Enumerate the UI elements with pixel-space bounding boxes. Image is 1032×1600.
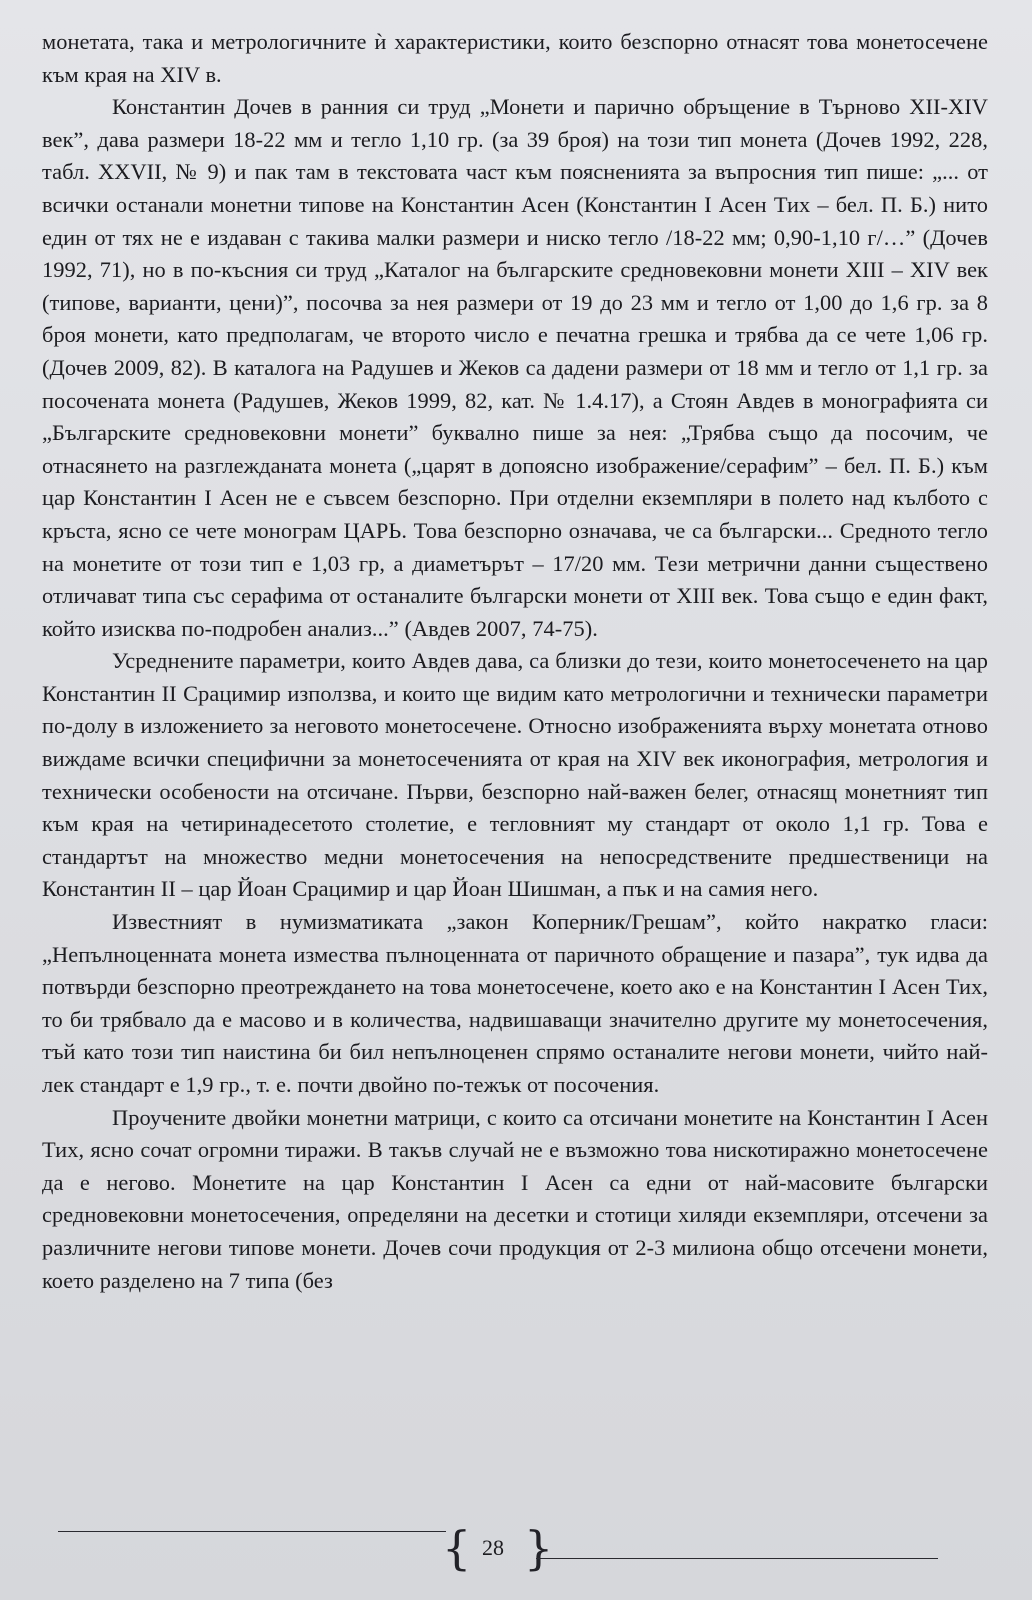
page-footer [58, 1521, 940, 1575]
paragraph: Проучените двойки монетни матрици, с които са отсичани монетите на Константин I Асен Тих, ясно сочат огромни тиражи. В такъв случай не е възможно това нискотиражно монетосечене да е негово. Монетите на цар Константин I Асен са едни от най-масовите български средновековни монетосечения, определяни на десетки и стотици хиляди екземпляри, отсечени за различните негови типове монети. Дочев сочи продукция от 2-3 милиона общо отсечени монети, което разделено на 7 типа (без [42, 1104, 988, 1293]
right-brace-ornament: } [524, 1521, 554, 1575]
paragraph: монетата, така и метрологичните ѝ характеристики, които безспорно отнасят това монетосечене към края на XIV в. [42, 29, 988, 87]
body-text [42, 26, 988, 1297]
footer-rule-right [536, 1558, 938, 1559]
paragraph: Усреднените параметри, които Авдев дава, са близки до тези, които монетосеченето на цар Константин II Срацимир използва, и които ще видим като метрологични и технически параметри по-долу в изложението за неговото монетосечене. Относно изображенията върху монетата отново виждаме всички специфични за монетосеченията от края на XIV век иконография, метрология и технически особености на отсичане. Първи, безспорно най-важен белег, отнасящ монетният тип към края на четиринадесетото столетие, е тегловният му стандарт от около 1,1 гр. Това е стандартът на множество медни монетосечения на непосредствените предшественици на Константин II – цар Йоан Срацимир и цар Йоан Шишман, а пък и на самия него. [42, 648, 988, 902]
footer-rule-left [58, 1531, 446, 1532]
paragraph: Константин Дочев в ранния си труд „Монети и парично обръщение в Търново XII-XIV век”, дава размери 18-22 мм и тегло 1,10 гр. (за 39 броя) на този тип монета (Дочев 1992, 228, табл. XXVII, № 9) и пак там в текстовата част към поясненията за въпросния тип пише: „... от всички останали монетни типове на Константин Асен (Константин I Асен Тих – бел. П. Б.) нито един от тях не е издаван с такива малки размери и ниско тегло /18-22 мм; 0,90-1,10 г/…” (Дочев 1992, 71), но в по-късния си труд „Каталог на българските средновековни монети XIII – XIV век (типове, варианти, цени)”, посочва за нея размери от 19 до 23 мм и тегло от 1,00 до 1,6 гр. за 8 броя монети, като предполагам, че второто число е печатна грешка и трябва да се чете 1,06 гр. (Дочев 2009, 82). В каталога на Радушев и Жеков са дадени размери от 18 мм и тегло от 1,1 гр. за посочената монета (Радушев, Жеков 1999, 82, кат. № 1.4.17), а Стоян Авдев в монографията си „Българските средновековни монети” буквално пише за нея: „Трябва също да посочим, че отнасянето на разглежданата монета („царят в допоясно изображение/серафим” – бел. П. Б.) към цар Константин I Асен не е съвсем безспорно. При отделни екземпляри в полето над кълбото с кръста, ясно се чете монограм ЦАРЬ. Това безспорно означава, че са български... Средното тегло на монетите от този тип е 1,03 гр, а диаметърът – 17/20 мм. Тези метрични данни съществено отличават типа със серафима от останалите български монети от XIII век. Това също е един факт, който изисква по-подробен анализ...” (Авдев 2007, 74-75). [42, 94, 988, 641]
page-number: 28 [482, 1535, 504, 1560]
left-brace-ornament: { [442, 1521, 472, 1575]
paragraph: Известният в нумизматиката „закон Коперник/Грешам”, който накратко гласи: „Непълноценната монета измества пълноценната от паричното обращение и пазара”, тук идва да потвърди безспорно преотреждането на това монетосечене, което ако е на Константин I Асен Тих, то би трябвало да е масово и в количества, надвишаващи значително другите му монетосечения, тъй като този тип наистина би бил непълноценен спрямо останалите негови монети, чийто най-лек стандарт е 1,9 гр., т. е. почти двойно по-тежък от посочения. [42, 909, 988, 1097]
